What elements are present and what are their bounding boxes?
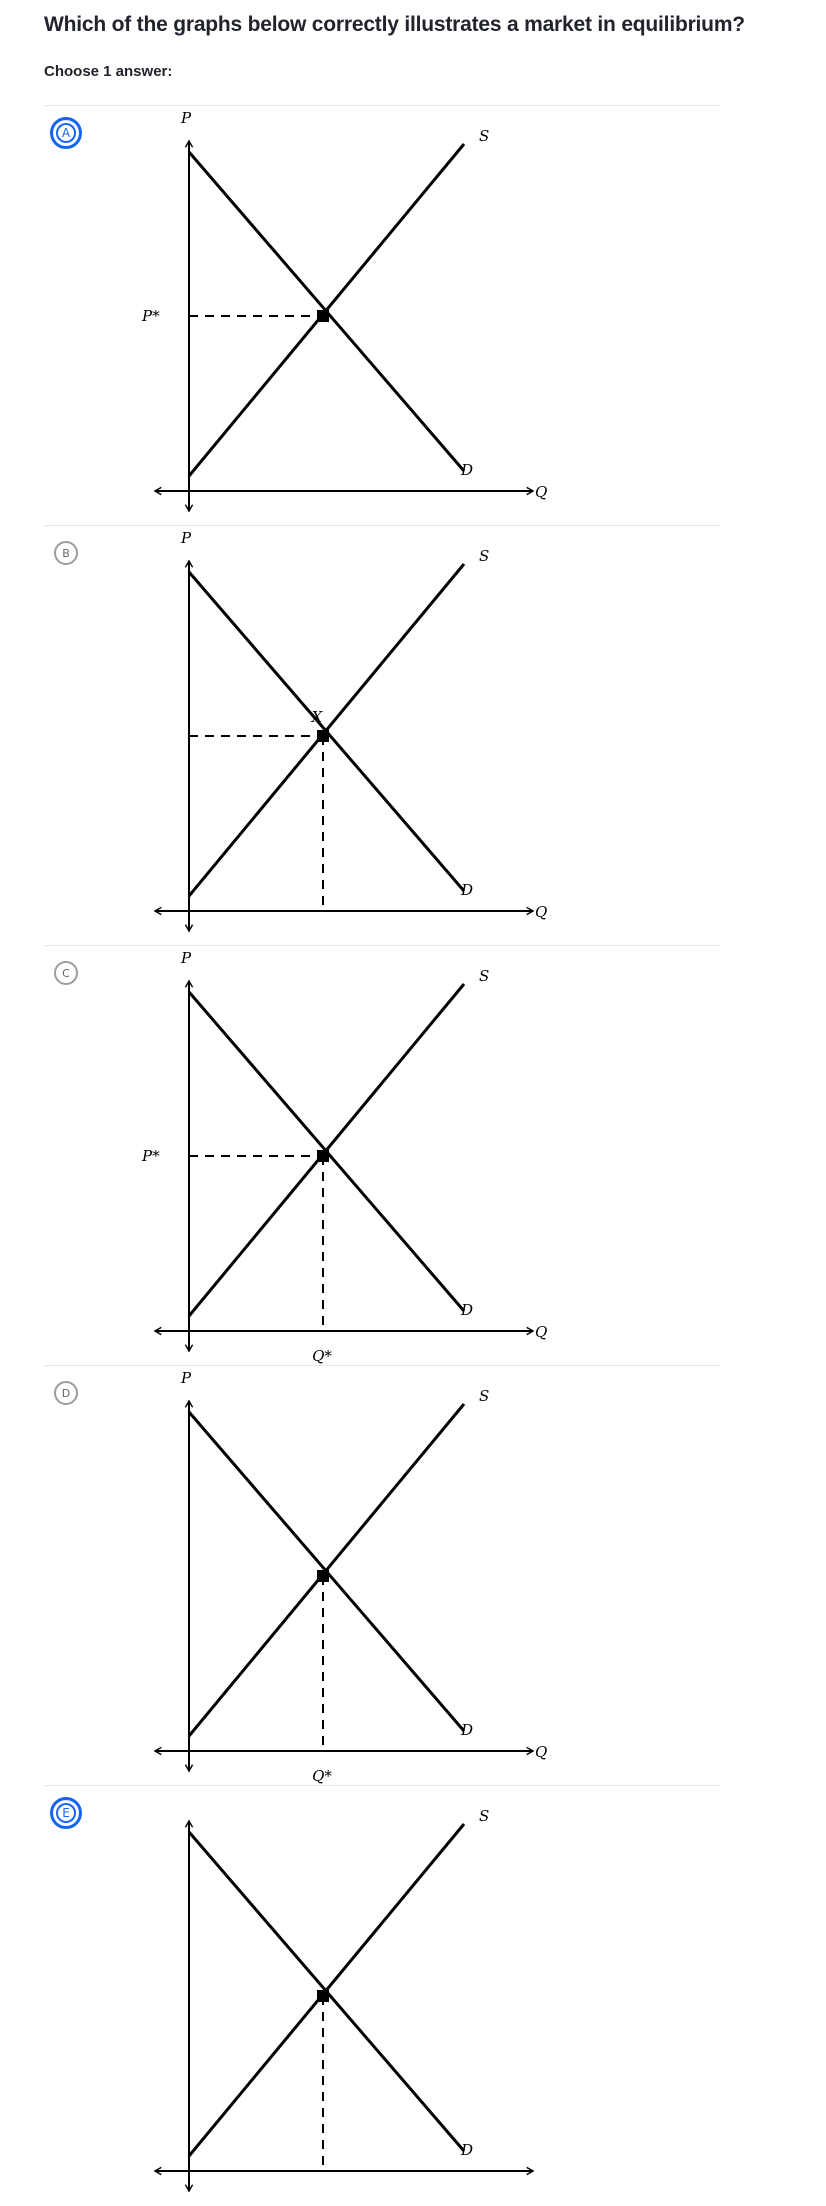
supply-demand-graph <box>88 946 548 1366</box>
q-axis-label: Q <box>535 483 548 501</box>
demand-label: D <box>461 881 474 899</box>
demand-label: D <box>461 461 474 479</box>
price-label: P* <box>142 307 160 325</box>
demand-label: D <box>461 2141 474 2159</box>
quantity-label: Q* <box>312 1347 332 1365</box>
radio-button-d[interactable]: D <box>54 1381 78 1405</box>
p-axis-label: P <box>181 529 192 547</box>
supply-label: S <box>479 547 490 565</box>
radio-button-c[interactable]: C <box>54 961 78 985</box>
answer-option-b[interactable] <box>44 525 720 945</box>
p-axis-label: P <box>181 109 192 127</box>
supply-label: S <box>479 127 490 145</box>
point-label: X <box>311 708 323 726</box>
choose-label: Choose 1 answer: <box>44 63 173 80</box>
radio-button-a[interactable]: A <box>50 117 82 149</box>
supply-demand-graph <box>88 106 548 526</box>
demand-label: D <box>461 1301 474 1319</box>
answer-option-e[interactable] <box>44 1785 720 2205</box>
equilibrium-point <box>317 730 329 742</box>
p-axis-label: P <box>181 949 192 967</box>
equilibrium-point <box>317 1990 329 2002</box>
supply-demand-graph <box>88 526 548 946</box>
equilibrium-point <box>317 1570 329 1582</box>
q-axis-label: Q <box>535 1323 548 1341</box>
supply-label: S <box>479 967 490 985</box>
answer-option-c[interactable] <box>44 945 720 1365</box>
answer-option-a[interactable] <box>44 105 720 525</box>
equilibrium-point <box>317 1150 329 1162</box>
supply-label: S <box>479 1387 490 1405</box>
quantity-label: Q* <box>312 1767 332 1785</box>
q-axis-label: Q <box>535 1743 548 1761</box>
supply-demand-graph <box>88 1786 548 2206</box>
equilibrium-point <box>317 310 329 322</box>
demand-label: D <box>461 1721 474 1739</box>
question-text: Which of the graphs below correctly illustrates a market in equilibrium? <box>44 13 745 36</box>
radio-button-e[interactable]: E <box>50 1797 82 1829</box>
p-axis-label: P <box>181 1369 192 1387</box>
radio-button-b[interactable]: B <box>54 541 78 565</box>
price-label: P* <box>142 1147 160 1165</box>
supply-label: S <box>479 1807 490 1825</box>
answer-option-d[interactable] <box>44 1365 720 1785</box>
q-axis-label: Q <box>535 903 548 921</box>
supply-demand-graph <box>88 1366 548 1786</box>
